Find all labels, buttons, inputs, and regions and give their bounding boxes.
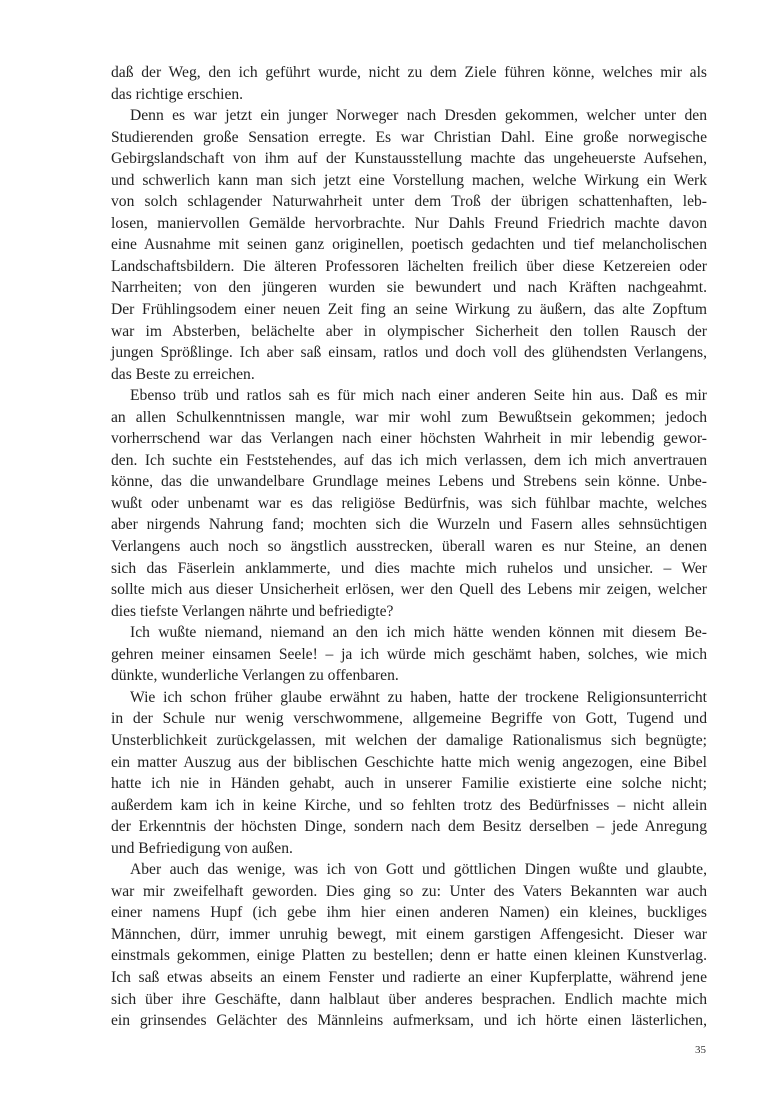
text-line: Aber auch das wenige, was ich von Gott und göttlichen Dingen wußte und glaubte, [130, 861, 707, 879]
text-line: sich über ihre Geschäfte, dann halblaut über anderes besprachen. Endlich machte mich [111, 990, 707, 1008]
text-line: Landschaftsbildern. Die älteren Professoren lächelten freilich über diese Ketzereien oder [111, 257, 707, 275]
text-line: das Beste zu erreichen. [111, 365, 255, 383]
text-line: das richtige erschien. [111, 85, 244, 103]
text-line: hatte ich nie in Händen gehabt, auch in unserer Familie existierte eine solche nicht; [111, 775, 707, 793]
text-line: war im Absterben, belächelte aber in olympischer Sicherheit den tollen Rausch der [111, 322, 707, 340]
text-line: eine Ausnahme mit seinen ganz originellen, poetisch gedachten und tief melancholischen [111, 236, 707, 254]
text-line: einstmals gekommen, einige Platten zu bestellen; denn er hatte einen kleinen Kunstverlag. [111, 947, 707, 965]
text-line: von solch schlagender Naturwahrheit unter dem Troß der übrigen schattenhaften, leb- [111, 193, 707, 211]
text-line: und Befriedigung von außen. [111, 839, 293, 857]
text-line: Ich saß etwas abseits an einem Fenster und radierte an einer Kupferplatte, während jene [111, 968, 707, 986]
text-line: einer namens Hupf (ich gebe ihm hier einen anderen Namen) ein kleines, buckliges [111, 904, 707, 922]
text-line: und schwerlich kann man sich jetzt eine Vorstellung machen, welche Wirkung ein Werk [111, 171, 707, 189]
text-line: dünkte, wunderliche Verlangen zu offenbaren. [111, 667, 399, 685]
text-line: der Erkenntnis der höchsten Dinge, sondern nach dem Besitz derselben – jede Anregung [111, 818, 707, 836]
text-line: außerdem kam ich in keine Kirche, und so fehlten trotz des Bedürfnisses – nicht allein [111, 796, 707, 814]
text-line: an allen Schulkenntnissen mangle, war mir wohl zum Bewußtsein gekommen; jedoch [111, 408, 707, 426]
text-line: Ebenso trüb und ratlos sah es für mich nach einer anderen Seite hin aus. Daß es mir [130, 387, 707, 405]
text-line: ein grinsendes Gelächter des Männleins aufmerksam, und ich hörte einen lästerlichen, [111, 1012, 707, 1030]
text-line: gehren meiner einsamen Seele! – ja ich würde mich geschämt haben, solches, wie mich [111, 645, 707, 663]
text-line: jungen Sprößlinge. Ich aber saß einsam, ratlos und doch voll des glühendsten Verlangens, [111, 344, 707, 362]
text-line: Narrheiten; von den jüngeren wurden sie bewundert und nach Kräften nachgeahmt. [111, 279, 707, 297]
text-line: Verlangens auch noch so ängstlich ausstrecken, überall waren es nur Steine, an denen [111, 538, 707, 556]
text-line: könne, das die unwandelbare Grundlage meines Lebens und Strebens sein könne. Unbe- [111, 473, 707, 491]
text-line: sich das Fäserlein anklammerte, und dies machte mich ruhelos und unsicher. – Wer [111, 559, 707, 577]
text-line: losen, maniervollen Gemälde hervorbrachte. Nur Dahls Freund Friedrich machte davon [111, 214, 707, 232]
text-line: Denn es war jetzt ein junger Norweger nach Dresden gekommen, welcher unter den [130, 107, 707, 125]
body-text [111, 62, 707, 1032]
text-line: Studierenden große Sensation erregte. Es war Christian Dahl. Eine große norwegische [111, 128, 707, 146]
text-line: ein matter Auszug aus der biblischen Geschichte hatte mich wenig angezogen, eine Bibel [111, 753, 707, 771]
text-line: den. Ich suchte ein Feststehendes, auf das ich mich verlassen, dem ich mich anvertrauen [111, 451, 707, 469]
text-line: dies tiefste Verlangen nährte und befriedigte? [111, 602, 394, 620]
text-line: in der Schule nur wenig verschwommene, allgemeine Begriffe von Gott, Tugend und [111, 710, 707, 728]
text-line: sollte mich aus dieser Unsicherheit erlösen, wer den Quell des Lebens mir zeigen, welcher [111, 581, 707, 599]
text-line: war mir zweifelhaft geworden. Dies ging so zu: Unter des Vaters Bekannten war auch [111, 882, 707, 900]
page-number: 35 [695, 1044, 706, 1056]
text-line: wußt oder unbenamt war es das religiöse Bedürfnis, was sich fühlbar machte, welches [111, 494, 707, 512]
text-line: Der Frühlingsodem einer neuen Zeit fing an seine Wirkung zu äußern, das alte Zopftum [111, 301, 707, 319]
text-line: Gebirgslandschaft von ihm auf der Kunstausstellung machte das ungeheuerste Aufsehen, [111, 150, 707, 168]
text-line: daß der Weg, den ich geführt wurde, nicht zu dem Ziele führen könne, welches mir als [111, 64, 707, 81]
text-line: aber nirgends Nahrung fand; mochten sich die Wurzeln und Fasern alles sehnsüchtigen [111, 516, 707, 534]
text-line: Ich wußte niemand, niemand an den ich mich hätte wenden können mit diesem Be- [130, 624, 707, 642]
text-line: Wie ich schon früher glaube erwähnt zu haben, hatte der trockene Religionsunterricht [130, 688, 707, 706]
text-line: vorherrschend war das Verlangen nach einer höchsten Wahrheit in mir lebendig gewor- [111, 430, 707, 448]
text-line: Männchen, dürr, immer unruhig bewegt, mit einem garstigen Affengesicht. Dieser war [111, 925, 707, 943]
text-line: Unsterblichkeit zurückgelassen, mit welchen der damalige Rationalismus sich begnügte; [111, 731, 707, 749]
